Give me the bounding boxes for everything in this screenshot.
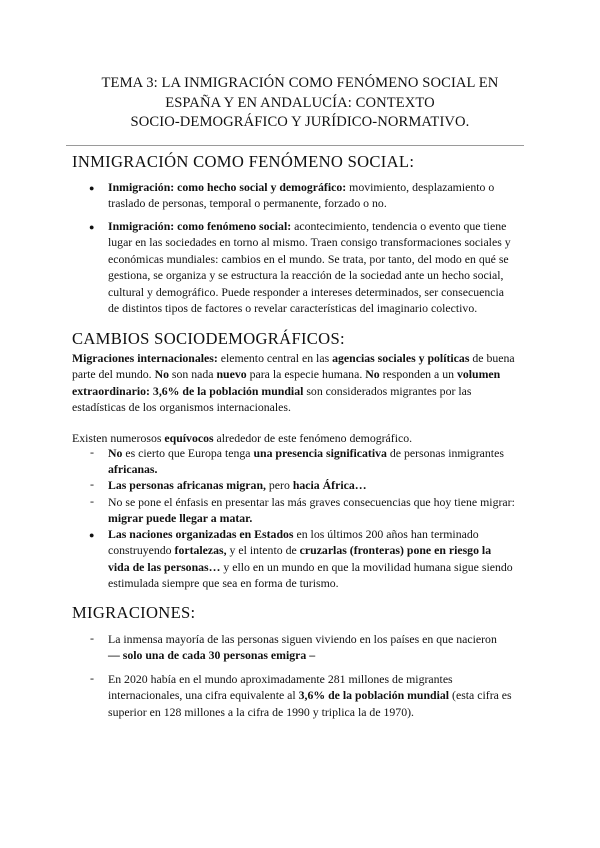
title-line-2: ESPAÑA Y EN ANDALUCÍA: CONTEXTO <box>165 94 435 111</box>
bullet-icon: ● <box>89 530 95 540</box>
text-span: (esta cifra es <box>449 688 512 703</box>
bold-term: fortalezas, <box>174 543 227 558</box>
dash-marker: - <box>90 445 94 459</box>
text-span: internacionales, una cifra equivalente al <box>108 688 299 703</box>
document-title <box>70 74 530 133</box>
bold-term: volumen <box>456 367 501 382</box>
dash-item-mayoria <box>108 631 497 664</box>
bold-term: hacia África… <box>292 478 367 492</box>
text-line: estadísticas de los organismos internacionales. <box>72 400 291 415</box>
text-span: elemento central en las <box>217 351 333 365</box>
bullet-icon: ● <box>89 183 95 193</box>
text-span: para la especie humana. <box>246 367 366 382</box>
text-line: estimulada siempre que sea en forma de turismo. <box>108 576 339 591</box>
dash-item-europa <box>108 445 504 478</box>
bullet-icon: ● <box>89 222 95 232</box>
bold-term: Inmigración: como hecho social y demográfico: <box>108 180 347 194</box>
bold-term: Las naciones organizadas en Estados <box>108 527 294 541</box>
dash-marker: - <box>90 494 94 508</box>
text-span: en los últimos 200 años han terminado <box>293 527 479 541</box>
dash-item-africa <box>108 477 367 493</box>
bold-term: Migraciones internacionales: <box>72 351 218 365</box>
text-line: gestiona, se organiza y se estructura la reacción de la sociedad ante un hecho social, <box>108 268 504 283</box>
dash-marker: - <box>90 631 94 645</box>
bullet-estados-fortalezas <box>108 526 513 592</box>
dash-item-2020 <box>108 671 512 720</box>
text-span: son nada <box>168 367 217 382</box>
dash-item-consecuencias <box>108 494 515 527</box>
text-span: movimiento, desplazamiento o <box>346 180 495 194</box>
text-line: superior en 128 millones a la cifra de 1990 y triplica la de 1970). <box>108 704 414 719</box>
text-span: son considerados migrantes por las <box>303 383 472 398</box>
text-line: económicas mundiales: cambios en el mundo. Se trata, por tanto, del modo en qué se <box>108 251 509 266</box>
text-span: responden a un <box>379 367 457 382</box>
text-line: cultural y demográfico. Puede responder a intereses determinados, ser consecuencia <box>108 284 505 299</box>
bold-term: agencias sociales y políticas <box>332 351 470 365</box>
text-span: y ello en un mundo en que la movilidad humana sigue siendo <box>220 559 513 574</box>
title-divider <box>66 145 524 146</box>
bold-term: una presencia significativa <box>253 446 387 460</box>
bold-term: No <box>365 367 380 382</box>
bold-term: vida de las personas… <box>108 559 221 574</box>
text-line: de distintos tipos de factores o revelar características del imaginario colectivo. <box>108 301 478 316</box>
bold-term: Inmigración: como fenómeno social: <box>108 219 292 233</box>
bold-term: Las personas africanas migran, <box>108 478 266 492</box>
paragraph-migraciones-internacionales <box>72 350 515 416</box>
bold-term: No <box>108 446 123 460</box>
title-line-1: TEMA 3: LA INMIGRACIÓN COMO FENÓMENO SOCIAL EN <box>101 75 499 91</box>
dash-marker: - <box>90 671 94 685</box>
bold-term: africanas. <box>108 462 158 477</box>
title-line-3: SOCIO-DEMOGRÁFICO Y JURÍDICO-NORMATIVO. <box>130 114 470 130</box>
text-span: construyendo <box>108 543 175 558</box>
text-span: acontecimiento, tendencia o evento que tiene <box>291 219 507 233</box>
text-span: pero <box>265 478 293 492</box>
text-line: lugar en las sociedades en torno al mismo. Traen consigo transformaciones sociales y <box>108 235 511 250</box>
bold-term: migrar puede llegar a matar. <box>108 511 253 526</box>
bold-term: equívocos <box>164 431 214 445</box>
text-line: traslado de personas, temporal o permanente, forzado o no. <box>108 196 387 211</box>
text-span: es cierto que Europa tenga <box>122 446 254 460</box>
bold-term: extraordinario: 3,6% de la población mundial <box>72 383 304 398</box>
section-heading-migraciones: MIGRACIONES: <box>72 603 196 622</box>
text-span: Existen numerosos <box>72 431 165 445</box>
text-span: de personas inmigrantes <box>386 446 504 460</box>
section-heading-cambios: CAMBIOS SOCIODEMOGRÁFICOS: <box>72 329 345 348</box>
bold-term: — solo una de cada 30 personas emigra – <box>108 648 316 663</box>
bold-term: No <box>154 367 169 382</box>
text-span: de buena <box>469 351 515 365</box>
text-span: parte del mundo. <box>72 367 155 382</box>
bullet-fenomeno-social <box>108 218 511 316</box>
bold-term: 3,6% de la población mundial <box>298 688 450 703</box>
section-heading-inmigracion: INMIGRACIÓN COMO FENÓMENO SOCIAL: <box>72 152 415 171</box>
text-line: En 2020 había en el mundo aproximadamente 281 millones de migrantes <box>108 672 453 686</box>
paragraph-equivocos <box>72 430 412 446</box>
bullet-hecho-social <box>108 179 494 212</box>
bold-term: cruzarlas (fronteras) pone en riesgo la <box>299 543 492 558</box>
text-span: alrededor de este fenómeno demográfico. <box>213 431 413 445</box>
text-span: y el intento de <box>226 543 300 558</box>
text-line: La inmensa mayoría de las personas siguen viviendo en los países en que nacieron <box>108 632 497 646</box>
bold-term: nuevo <box>216 367 247 382</box>
dash-marker: - <box>90 477 94 491</box>
text-line: No se pone el énfasis en presentar las más graves consecuencias que hoy tiene migrar: <box>108 495 515 509</box>
